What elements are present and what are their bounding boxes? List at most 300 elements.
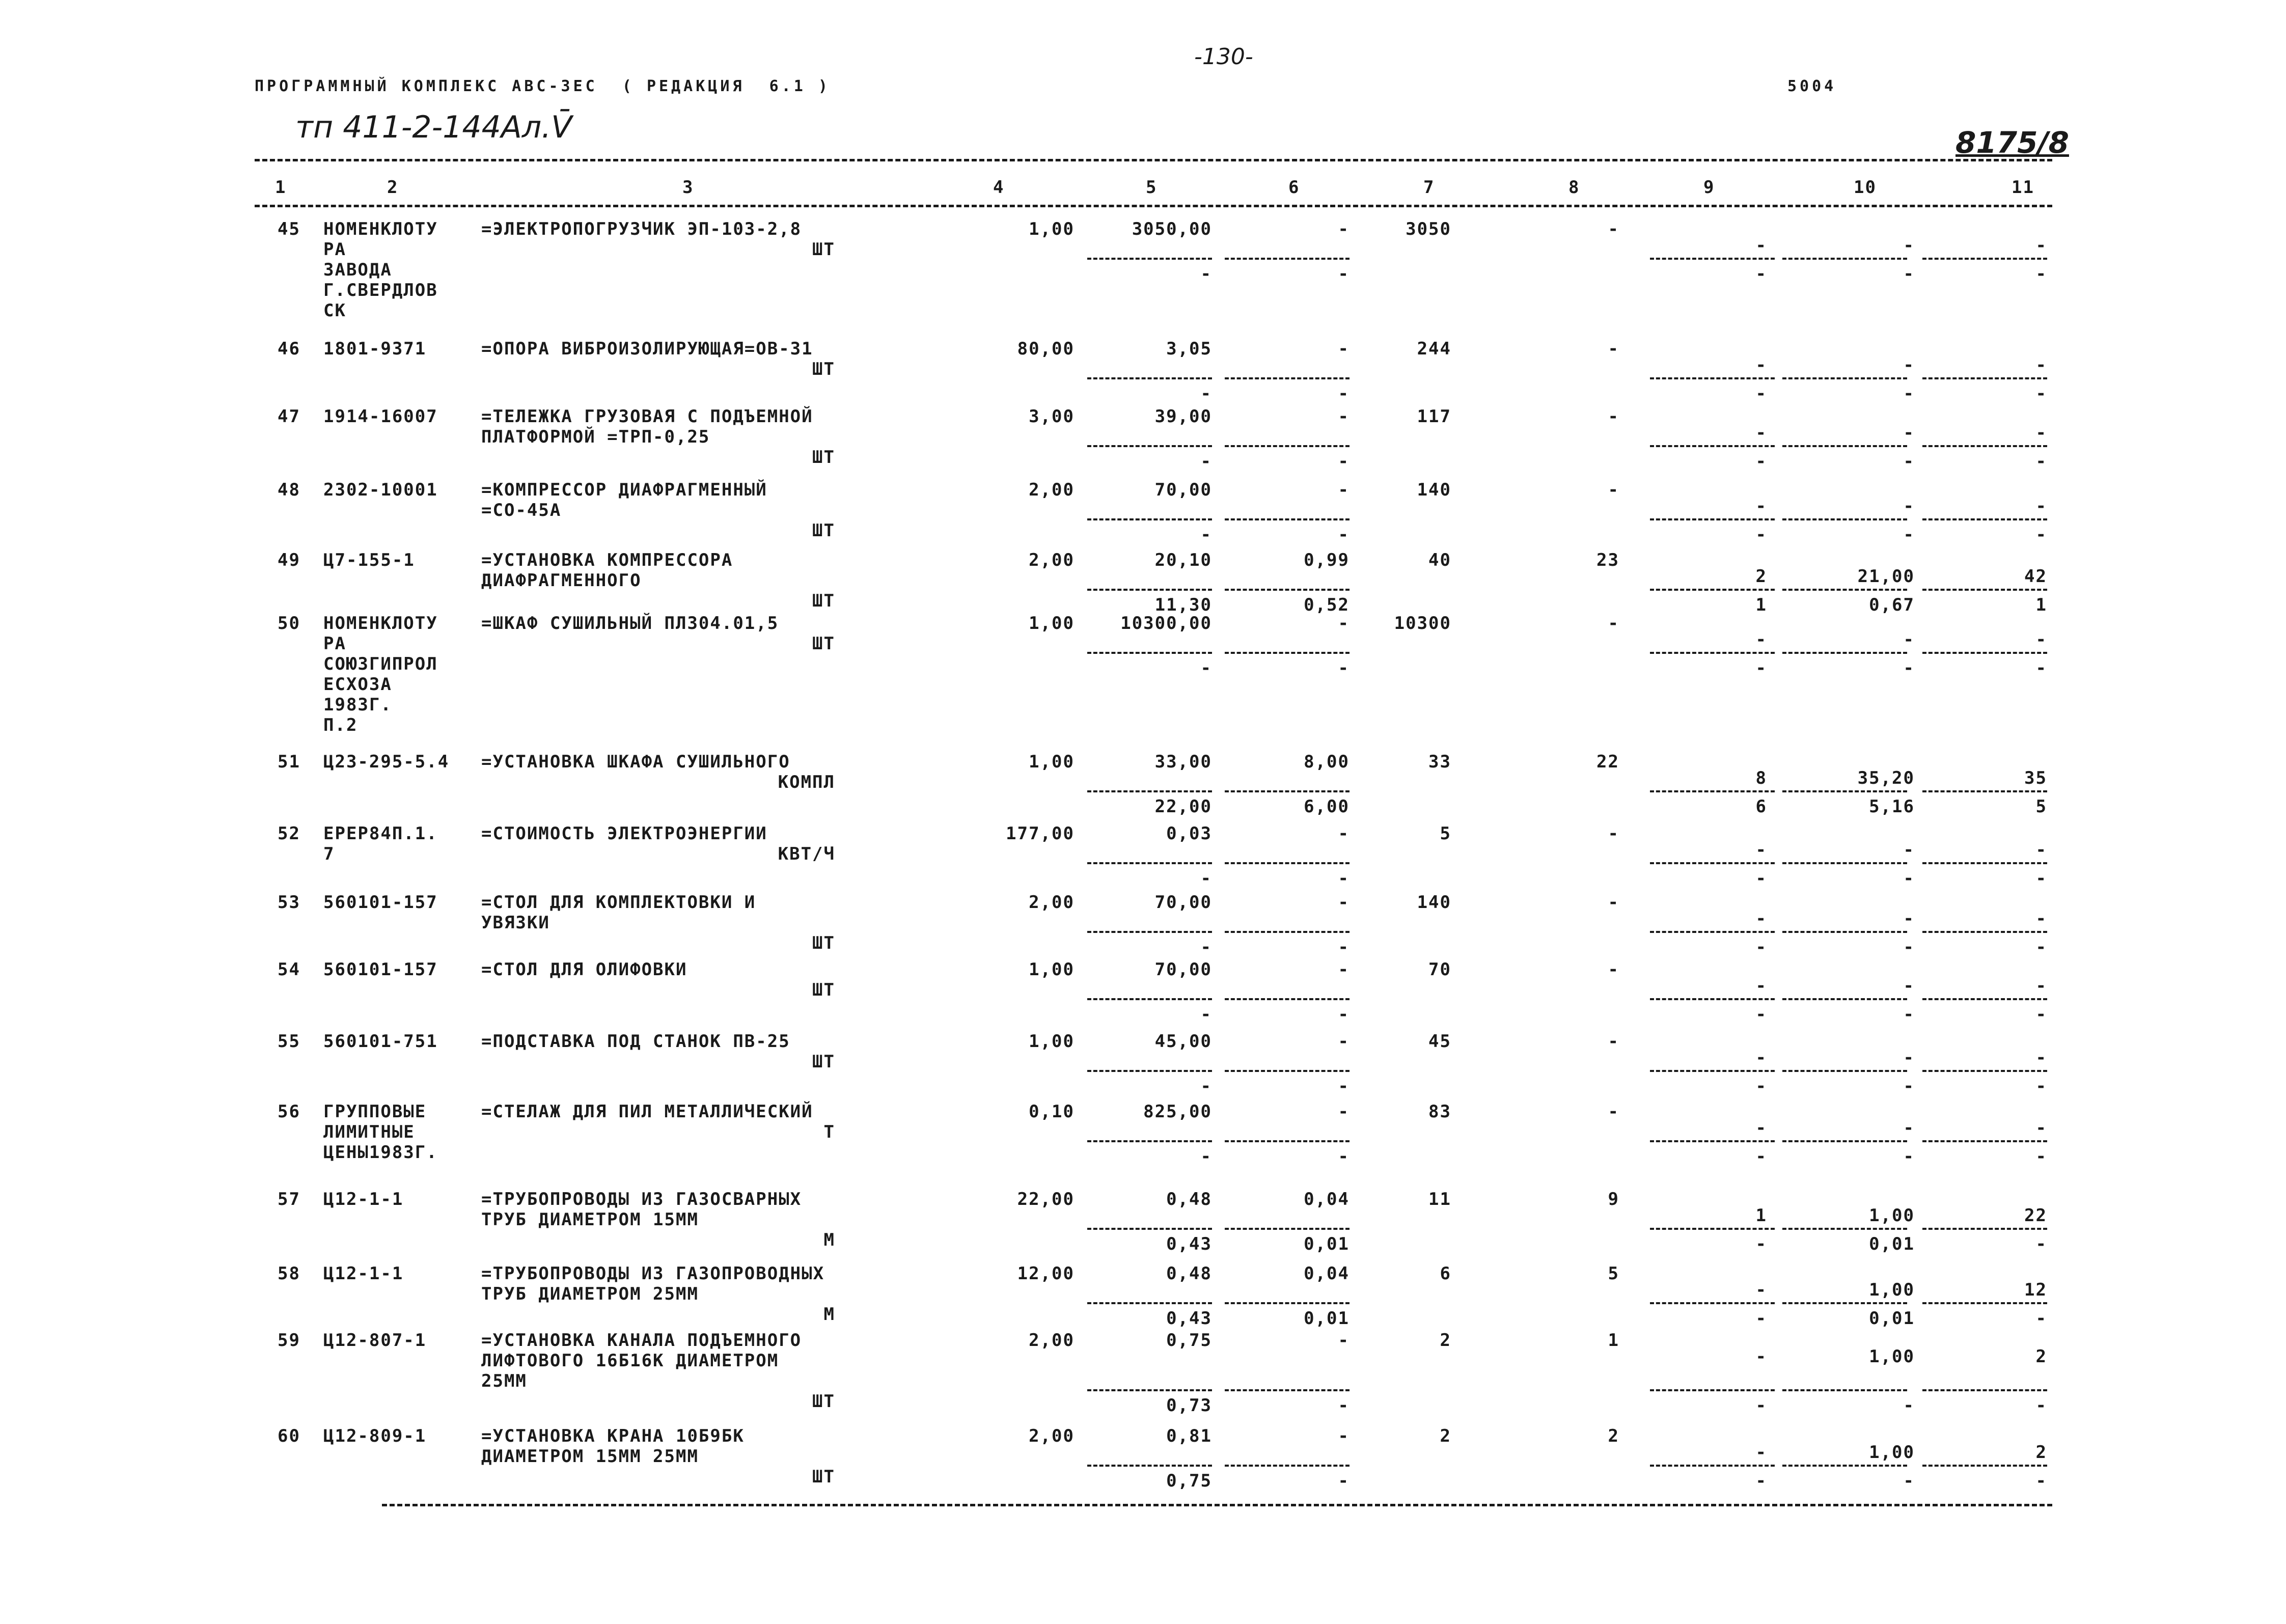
row-machine-total: 1 [1755,1205,1767,1226]
cell-separator [1225,1302,1349,1304]
table-top-border [255,159,2052,161]
row-name: =СТОЛ ДЛЯ ОЛИФОВКИ [481,959,687,980]
row-unit-cost-wages: - [1200,383,1212,404]
row-total-cost: 40 [1428,550,1451,570]
row-machine-total-wages: - [1755,525,1767,545]
column-header-1: 1 [275,177,287,198]
row-number: 60 [278,1426,300,1446]
row-machine-cost: - [1338,613,1349,634]
row-machine-total: - [1755,355,1767,375]
cell-separator [1650,1302,1775,1304]
row-code: 7 [323,844,335,864]
row-code: РА [323,239,346,260]
row-code: 1914-16007 [323,406,438,427]
cell-separator [1922,1140,2047,1142]
row-code: РА [323,634,346,654]
row-number: 45 [278,219,300,239]
cell-separator [1782,589,1907,591]
row-unit-cost: 3050,00 [1132,219,1212,239]
row-code: НОМЕНКЛОТУ [323,219,438,239]
cell-separator [1225,445,1349,447]
row-name: =ТРУБОПРОВОДЫ ИЗ ГАЗОСВАРНЫХ [481,1189,802,1209]
row-labor-total: - [2035,355,2047,375]
row-labor-unit-machine: - [1903,868,1915,889]
row-labor-unit: 1,00 [1869,1442,1915,1463]
cell-separator [1650,862,1775,864]
row-machine-cost: - [1338,406,1349,427]
row-machine-cost: 0,99 [1304,550,1349,570]
project-code: тп 411-2-144Ал.V̄ [295,109,572,145]
cell-separator [1087,652,1212,654]
row-code: Ц12-1-1 [323,1263,404,1284]
row-machine-cost: - [1338,959,1349,980]
row-labor-unit: - [1903,235,1915,256]
cell-separator [1782,258,1907,260]
row-labor-total-machine: - [2035,264,2047,284]
cell-separator [1225,790,1349,792]
row-name: =СО-45А [481,500,562,520]
row-labor-unit-machine: - [1903,658,1915,678]
row-total-cost: 140 [1417,892,1451,913]
cell-separator [1650,445,1775,447]
row-code: ЕРЕР84П.1. [323,823,438,844]
row-unit: КВТ/Ч [778,844,835,864]
row-name: =СТОЛ ДЛЯ КОМПЛЕКТОВКИ И [481,892,756,913]
cell-separator [1087,589,1212,591]
row-name: =УСТАНОВКА ШКАФА СУШИЛЬНОГО [481,752,790,772]
row-name: ТРУБ ДИАМЕТРОМ 25ММ [481,1284,699,1304]
cell-separator [1922,862,2047,864]
cell-separator [1650,518,1775,520]
row-labor-unit: 1,00 [1869,1280,1915,1300]
row-quantity: 177,00 [1006,823,1075,844]
row-labor-unit-machine: 0,67 [1869,595,1915,615]
row-labor-total: 42 [2024,566,2047,587]
row-labor-unit: - [1903,629,1915,650]
row-labor-total-machine: - [2035,1004,2047,1025]
row-machine-wages: 0,01 [1304,1234,1349,1254]
row-unit-cost-wages: - [1200,937,1212,957]
column-header-11: 11 [2012,177,2034,198]
row-unit: ШТ [812,447,835,467]
row-labor-total: 2 [2035,1442,2047,1463]
row-code: 560101-751 [323,1031,438,1052]
cell-separator [1782,377,1907,379]
row-number: 49 [278,550,300,570]
row-labor-total: 12 [2024,1280,2047,1300]
row-machine-wages: - [1338,451,1349,472]
row-total-cost: 70 [1428,959,1451,980]
row-machine-wages: - [1338,383,1349,404]
row-unit: ШТ [812,1467,835,1487]
cell-separator [1782,862,1907,864]
row-unit: ШТ [812,520,835,541]
row-name: =ТРУБОПРОВОДЫ ИЗ ГАЗОПРОВОДНЫХ [481,1263,825,1284]
row-name: =УСТАНОВКА КАНАЛА ПОДЪЕМНОГО [481,1330,802,1351]
row-unit-cost-wages: - [1200,1004,1212,1025]
row-machine-wages: - [1338,1004,1349,1025]
column-header-8: 8 [1568,177,1580,198]
row-total-cost: 33 [1428,752,1451,772]
row-total-wages: 9 [1608,1189,1619,1209]
row-unit-cost-wages: 11,30 [1154,595,1212,615]
row-machine-wages: - [1338,264,1349,284]
row-machine-total-wages: - [1755,1471,1767,1491]
cell-separator [1782,1302,1907,1304]
row-labor-unit-machine: 0,01 [1869,1234,1915,1254]
row-number: 52 [278,823,300,844]
cell-separator [1087,445,1212,447]
row-number: 47 [278,406,300,427]
row-machine-total: - [1755,235,1767,256]
row-name: ЛИФТОВОГО 16Б16К ДИАМЕТРОМ [481,1351,779,1371]
row-labor-unit: - [1903,496,1915,516]
row-labor-unit-machine: - [1903,525,1915,545]
row-unit: КОМПЛ [778,772,835,792]
row-code: Ц23-295-5.4 [323,752,450,772]
row-code: 2302-10001 [323,480,438,500]
row-labor-total: - [2035,840,2047,860]
row-labor-total-machine: 5 [2035,796,2047,817]
column-header-10: 10 [1854,177,1877,198]
row-labor-unit: 1,00 [1869,1205,1915,1226]
row-machine-cost: - [1338,1426,1349,1446]
cell-separator [1087,862,1212,864]
row-code: 1801-9371 [323,339,427,359]
cell-separator [1922,1302,2047,1304]
row-labor-total: - [2035,1118,2047,1138]
row-unit-cost-wages: 0,73 [1166,1395,1212,1416]
row-name: =ЭЛЕКТРОПОГРУЗЧИК ЭП-103-2,8 [481,219,802,239]
row-unit-cost: 33,00 [1154,752,1212,772]
row-unit-cost: 70,00 [1154,892,1212,913]
cell-separator [1922,589,2047,591]
row-labor-total-machine: - [2035,1146,2047,1167]
row-total-wages: 23 [1596,550,1619,570]
row-quantity: 2,00 [1029,550,1075,570]
row-name: ДИАМЕТРОМ 15ММ 25ММ [481,1446,699,1467]
row-labor-total: - [2035,423,2047,443]
row-total-cost: 2 [1440,1426,1451,1446]
row-total-cost: 5 [1440,823,1451,844]
row-labor-unit-machine: - [1903,1146,1915,1167]
row-unit-cost: 3,05 [1166,339,1212,359]
row-machine-cost: 0,04 [1304,1189,1349,1209]
row-labor-unit: - [1903,423,1915,443]
cell-separator [1650,589,1775,591]
column-header-7: 7 [1423,177,1435,198]
row-code: ЦЕНЫ1983Г. [323,1142,438,1163]
row-labor-unit-machine: - [1903,1395,1915,1416]
cell-separator [1782,518,1907,520]
row-unit-cost-wages: 0,75 [1166,1471,1212,1491]
cell-separator [1087,1228,1212,1230]
row-machine-total: - [1755,1346,1767,1367]
row-total-wages: - [1608,1102,1619,1122]
row-code: 560101-157 [323,959,438,980]
cell-separator [1782,652,1907,654]
row-total-cost: 244 [1417,339,1451,359]
row-machine-wages: 0,52 [1304,595,1349,615]
row-machine-cost: 0,04 [1304,1263,1349,1284]
row-machine-wages: - [1338,937,1349,957]
row-machine-total: - [1755,1442,1767,1463]
row-name: =ШКАФ СУШИЛЬНЫЙ ПЛ304.01,5 [481,613,779,634]
cell-separator [1087,931,1212,933]
cell-separator [1782,1389,1907,1391]
row-total-wages: - [1608,480,1619,500]
row-code: 560101-157 [323,892,438,913]
cell-separator [1650,652,1775,654]
cell-separator [1922,518,2047,520]
row-machine-total: 2 [1755,566,1767,587]
cell-separator [1650,1140,1775,1142]
row-name: =ОПОРА ВИБРОИЗОЛИРУЮЩАЯ=ОВ-31 [481,339,813,359]
row-unit-cost: 10300,00 [1120,613,1212,634]
row-machine-total: - [1755,1280,1767,1300]
row-machine-wages: 0,01 [1304,1308,1349,1329]
row-machine-wages: - [1338,1146,1349,1167]
row-labor-unit: 35,20 [1857,768,1915,788]
row-total-wages: - [1608,613,1619,634]
row-code: П.2 [323,715,358,735]
row-unit-cost: 0,48 [1166,1263,1212,1284]
cell-separator [1922,790,2047,792]
cell-separator [1225,998,1349,1000]
cell-separator [1225,258,1349,260]
cell-separator [1225,589,1349,591]
row-total-cost: 45 [1428,1031,1451,1052]
row-total-cost: 3050 [1406,219,1451,239]
row-quantity: 80,00 [1017,339,1075,359]
row-unit-cost: 0,81 [1166,1426,1212,1446]
cell-separator [1087,377,1212,379]
row-labor-total: - [2035,235,2047,256]
row-labor-total-machine: - [2035,658,2047,678]
row-number: 58 [278,1263,300,1284]
row-quantity: 0,10 [1029,1102,1075,1122]
row-machine-total-wages: - [1755,1004,1767,1025]
row-quantity: 1,00 [1029,613,1075,634]
row-machine-cost: - [1338,1102,1349,1122]
row-labor-unit: - [1903,355,1915,375]
cell-separator [1225,1228,1349,1230]
row-code: СК [323,300,346,321]
row-code: Ц12-807-1 [323,1330,427,1351]
column-header-4: 4 [993,177,1005,198]
cell-separator [1922,1070,2047,1072]
row-unit-cost-wages: 0,43 [1166,1234,1212,1254]
row-labor-total: - [2035,909,2047,929]
row-unit-cost: 70,00 [1154,480,1212,500]
row-machine-total-wages: - [1755,1146,1767,1167]
row-quantity: 3,00 [1029,406,1075,427]
row-unit-cost-wages: - [1200,264,1212,284]
row-quantity: 22,00 [1017,1189,1075,1209]
row-number: 48 [278,480,300,500]
row-unit-cost: 0,75 [1166,1330,1212,1351]
row-unit: ШТ [812,359,835,379]
row-unit: ШТ [812,591,835,611]
row-labor-total-machine: 1 [2035,595,2047,615]
row-total-cost: 117 [1417,406,1451,427]
row-labor-total: - [2035,496,2047,516]
cell-separator [1225,377,1349,379]
row-total-wages: - [1608,823,1619,844]
row-labor-total-machine: - [2035,451,2047,472]
row-machine-cost: - [1338,1031,1349,1052]
program-title: ПРОГРАММНЫЙ КОМПЛЕКС АВС-ЗЕС ( РЕДАКЦИЯ 6.1 ) [255,77,831,95]
row-labor-unit: - [1903,1118,1915,1138]
row-machine-wages: - [1338,868,1349,889]
cell-separator [1922,445,2047,447]
row-unit: ШТ [812,933,835,953]
row-labor-total: 22 [2024,1205,2047,1226]
cell-separator [1650,790,1775,792]
row-machine-total: - [1755,629,1767,650]
column-header-2: 2 [387,177,399,198]
cell-separator [1087,1389,1212,1391]
row-labor-total: - [2035,629,2047,650]
cell-separator [1225,1070,1349,1072]
row-name: УВЯЗКИ [481,913,550,933]
form-code: 5004 [1787,77,1837,95]
cell-separator [1225,1140,1349,1142]
row-machine-total-wages: - [1755,937,1767,957]
row-machine-cost: - [1338,892,1349,913]
row-unit-cost-wages: - [1200,658,1212,678]
row-labor-unit: - [1903,840,1915,860]
cell-separator [1922,998,2047,1000]
row-machine-total: - [1755,976,1767,996]
cell-separator [1087,1140,1212,1142]
row-code: Г.СВЕРДЛОВ [323,280,438,300]
row-unit-cost: 825,00 [1143,1102,1212,1122]
cell-separator [1087,998,1212,1000]
row-machine-wages: - [1338,525,1349,545]
row-labor-unit-machine: - [1903,1471,1915,1491]
cell-separator [1650,258,1775,260]
row-total-wages: 2 [1608,1426,1619,1446]
row-machine-wages: - [1338,1395,1349,1416]
row-name: 25ММ [481,1371,527,1391]
row-unit-cost: 20,10 [1154,550,1212,570]
row-labor-total-machine: - [2035,1308,2047,1329]
table-bottom-border [382,1504,2052,1506]
row-labor-unit: - [1903,909,1915,929]
cell-separator [1225,931,1349,933]
row-total-wages: - [1608,892,1619,913]
row-machine-wages: - [1338,1471,1349,1491]
row-code: Ц12-809-1 [323,1426,427,1446]
row-labor-total: 2 [2035,1346,2047,1367]
row-quantity: 2,00 [1029,892,1075,913]
cell-separator [1087,518,1212,520]
row-machine-cost: - [1338,823,1349,844]
cell-separator [1087,1465,1212,1467]
row-machine-total-wages: - [1755,1395,1767,1416]
cell-separator [1922,377,2047,379]
row-machine-total: - [1755,496,1767,516]
row-machine-total: 8 [1755,768,1767,788]
row-name: =УСТАНОВКА КРАНА 10Б9БК [481,1426,745,1446]
row-unit-cost-wages: - [1200,525,1212,545]
row-total-wages: - [1608,959,1619,980]
row-total-wages: - [1608,339,1619,359]
cell-separator [1087,258,1212,260]
row-unit-cost: 45,00 [1154,1031,1212,1052]
row-labor-unit-machine: - [1903,1004,1915,1025]
row-machine-wages: - [1338,658,1349,678]
row-total-cost: 140 [1417,480,1451,500]
row-quantity: 2,00 [1029,1426,1075,1446]
row-unit: ШТ [812,239,835,260]
row-unit: М [823,1230,835,1250]
cell-separator [1225,862,1349,864]
row-labor-unit-machine: - [1903,383,1915,404]
row-quantity: 2,00 [1029,1330,1075,1351]
row-labor-total: - [2035,976,2047,996]
row-total-cost: 83 [1428,1102,1451,1122]
cell-separator [1782,1465,1907,1467]
cell-separator [1922,1228,2047,1230]
row-labor-total-machine: - [2035,937,2047,957]
row-total-wages: - [1608,406,1619,427]
row-machine-cost: - [1338,219,1349,239]
cell-separator [1650,1070,1775,1072]
row-machine-cost: - [1338,480,1349,500]
row-labor-total-machine: - [2035,1234,2047,1254]
row-machine-total-wages: - [1755,451,1767,472]
row-unit-cost-wages: - [1200,451,1212,472]
row-name: =СТОИМОСТЬ ЭЛЕКТРОЭНЕРГИИ [481,823,767,844]
row-labor-total-machine: - [2035,1471,2047,1491]
row-unit-cost-wages: - [1200,868,1212,889]
row-unit-cost-wages: - [1200,1146,1212,1167]
row-total-wages: 22 [1596,752,1619,772]
row-name: ПЛАТФОРМОЙ =ТРП-0,25 [481,427,710,447]
row-code: ЛИМИТНЫЕ [323,1122,415,1142]
row-machine-cost: 8,00 [1304,752,1349,772]
row-machine-cost: - [1338,1330,1349,1351]
cell-separator [1225,1389,1349,1391]
cell-separator [1922,931,2047,933]
row-number: 53 [278,892,300,913]
cell-separator [1782,1070,1907,1072]
row-machine-total-wages: 6 [1755,796,1767,817]
row-machine-total-wages: - [1755,1234,1767,1254]
row-name: =УСТАНОВКА КОМПРЕССОРА [481,550,733,570]
row-unit-cost-wages: 0,43 [1166,1308,1212,1329]
row-quantity: 1,00 [1029,959,1075,980]
row-unit-cost: 39,00 [1154,406,1212,427]
cell-separator [1782,1140,1907,1142]
row-code: ЕСХОЗА [323,674,392,695]
row-labor-unit-machine: - [1903,264,1915,284]
document-stamp: 8175/8 [1956,125,2069,160]
row-unit-cost-wages: - [1200,1076,1212,1096]
row-machine-cost: - [1338,339,1349,359]
cell-separator [1650,998,1775,1000]
cell-separator [1782,790,1907,792]
row-code: ЗАВОДА [323,260,392,280]
row-labor-total: - [2035,1048,2047,1068]
row-name: ДИАФРАГМЕННОГО [481,570,642,591]
row-code: СОЮЗГИПРОЛ [323,654,438,674]
row-total-wages: - [1608,219,1619,239]
row-unit-cost: 0,48 [1166,1189,1212,1209]
row-unit: ШТ [812,634,835,654]
